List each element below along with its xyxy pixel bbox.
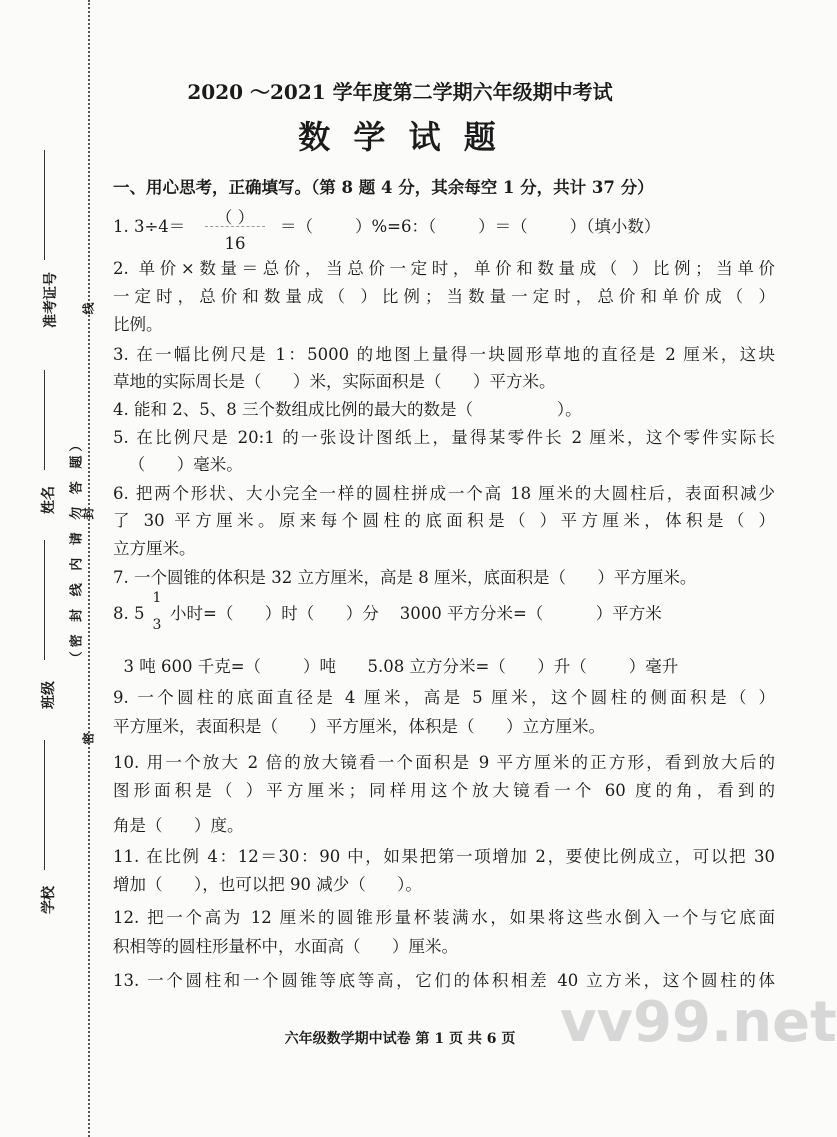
text-line: （ ）毫米。 bbox=[113, 455, 243, 474]
field-name-label: 姓名 bbox=[41, 486, 57, 514]
page-footer: 六年级数学期中试卷 第 1 页 共 6 页 bbox=[284, 1031, 516, 1047]
text-line: 比例。 bbox=[113, 315, 163, 334]
seal-mark-line: 线 bbox=[81, 302, 96, 315]
text-line: 3. 在一幅比例尺是 1：5000 的地图上量得一块圆形草地的直径是 2 厘米，这块 bbox=[113, 345, 775, 364]
school-input-line[interactable] bbox=[44, 740, 45, 870]
text-line: 角是（ ）度。 bbox=[113, 816, 244, 835]
name-input-line[interactable] bbox=[44, 370, 45, 470]
text-line: 7. 一个圆锥的体积是 32 立方厘米，高是 8 厘米，底面积是（ ）平方厘米。 bbox=[113, 568, 697, 587]
seal-mark-seal: 封 bbox=[81, 507, 96, 520]
text-line: 平方厘米，表面积是（ ）平方厘米，体积是（ ）立方厘米。 bbox=[113, 717, 605, 736]
field-class-label: 班级 bbox=[41, 681, 57, 709]
text-line: 4. 能和 2、5、8 三个数组成比例的最大的数是（ ）。 bbox=[113, 400, 582, 419]
q1-prefix: 1. 3÷4＝ bbox=[113, 217, 186, 236]
q8-prefix: 8. 5 bbox=[113, 604, 145, 623]
text-line: 增加（ ），也可以把 90 减少（ ）。 bbox=[113, 875, 422, 894]
field-exam-number-label: 准考证号 bbox=[43, 272, 59, 328]
q1-fraction-numerator: （ ） bbox=[215, 208, 255, 227]
exam-number-input-line[interactable] bbox=[44, 150, 45, 260]
q8-fraction-denominator: 3 bbox=[152, 617, 162, 633]
exam-title: 2020 ～2021 学年度第二学期六年级期中考试 bbox=[187, 80, 613, 104]
text-line: 2. 单价×数量＝总价，当总价一定时，单价和数量成（ ）比例；当单价 bbox=[113, 259, 775, 278]
exam-subject: 数 学 试 题 bbox=[298, 118, 502, 156]
q8-rest: 小时=（ ）时（ ）分 3000 平方分米=（ ）平方米 bbox=[170, 604, 662, 623]
text-line: 积相等的圆柱形量杯中，水面高（ ）厘米。 bbox=[113, 937, 458, 956]
text-line: 11. 在比例 4：12＝30：90 中，如果把第一项增加 2，要使比例成立，可以把 30 bbox=[113, 847, 775, 866]
watermark: vv99.net bbox=[560, 990, 837, 1055]
text-line: 图形面积是（ ）平方厘米；同样用这个放大镜看一个 60 度的角，看到的 bbox=[113, 781, 775, 800]
text-line: 5. 在比例尺是 20:1 的一张设计图纸上，量得某零件长 2 厘米，这个零件实际长 bbox=[113, 428, 775, 447]
text-line: 12. 把一个高为 12 厘米的圆锥形量杯装满水，如果将这些水倒入一个与它底面 bbox=[113, 908, 775, 927]
text-line: 9. 一个圆柱的底面直径是 4 厘米，高是 5 厘米，这个圆柱的侧面积是（ ） bbox=[113, 688, 775, 707]
q1-fraction-denominator: 16 bbox=[224, 234, 246, 253]
q1-rest: ＝（ ）%=6：（ ）＝（ ）（填小数） bbox=[280, 217, 661, 236]
class-input-line[interactable] bbox=[44, 540, 45, 660]
text-line: 13. 一个圆柱和一个圆锥等底等高，它们的体积相差 40 立方米，这个圆柱的体 bbox=[113, 971, 775, 990]
text-line: 6. 把两个形状、大小完全一样的圆柱拼成一个高 18 厘米的大圆柱后，表面积减少 bbox=[113, 484, 775, 503]
text-line: 了 30 平方厘米。原来每个圆柱的底面积是（ ）平方厘米，体积是（ ） bbox=[113, 511, 775, 530]
text-line: 一定时，总价和数量成（ ）比例；当数量一定时，总价和单价成（ ） bbox=[113, 287, 775, 306]
text-line: 立方厘米。 bbox=[113, 539, 196, 558]
binding-dotted-line bbox=[88, 0, 90, 1137]
seal-mark-secret: 密 bbox=[81, 732, 96, 745]
seal-notice: （密 封 线 内 请 勿 答 题） bbox=[69, 434, 85, 665]
field-school-label: 学校 bbox=[41, 886, 57, 914]
section-heading: 一、用心思考，正确填写。（第 8 题 4 分，其余每空 1 分，共计 37 分） bbox=[113, 178, 654, 197]
q8-fraction-numerator: 1 bbox=[152, 590, 162, 606]
text-line: 10. 用一个放大 2 倍的放大镜看一个面积是 9 平方厘米的正方形，看到放大后的 bbox=[113, 753, 775, 772]
fraction-bar bbox=[205, 226, 265, 227]
q8-line2: 3 吨 600 千克=（ ）吨 5.08 立方分米=（ ）升（ ）毫升 bbox=[113, 657, 679, 676]
text-line: 草地的实际周长是（ ）米，实际面积是（ ）平方米。 bbox=[113, 372, 556, 391]
